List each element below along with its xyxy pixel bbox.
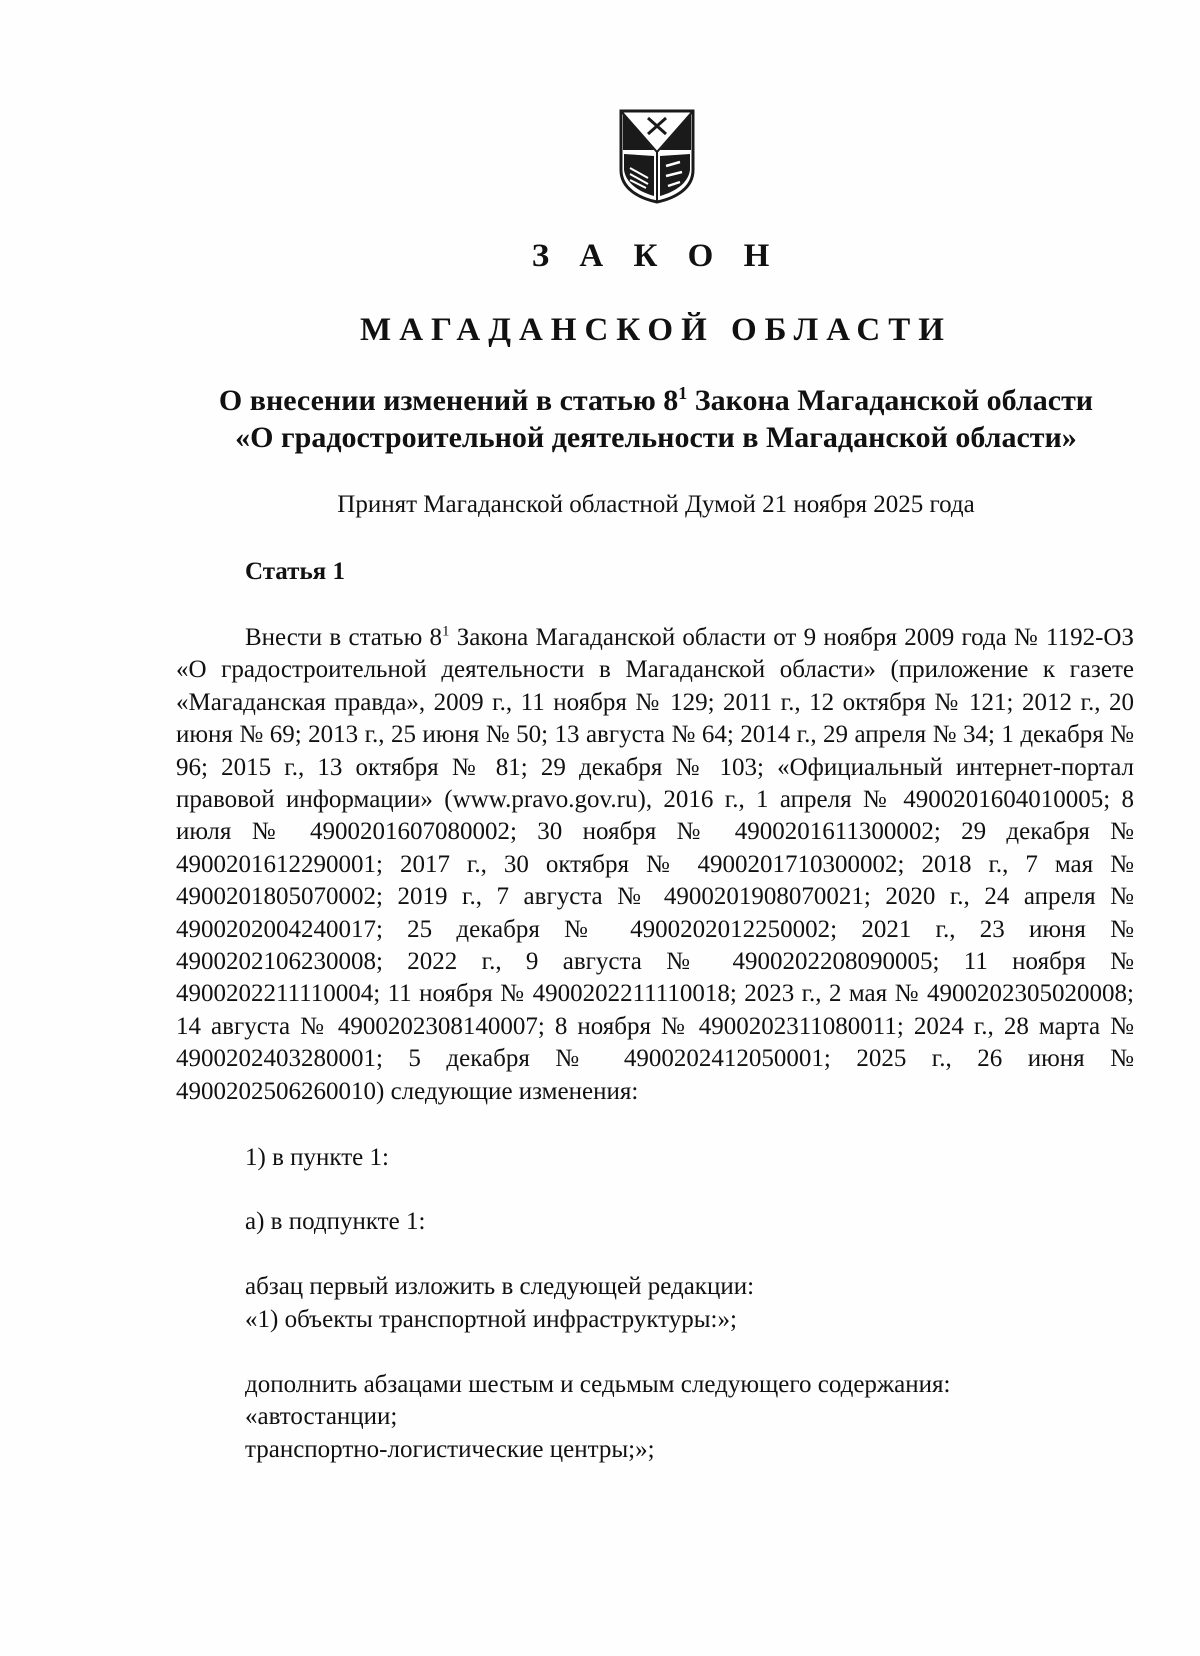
law-title: З А К О Н [531, 238, 781, 274]
paragraph-first-instruction: абзац первый изложить в следующей редакции: [245, 1273, 755, 1300]
subject-line-2: «О градостроительной деятельности в Магаданской области» [235, 421, 1077, 454]
article-intro-paragraph: Внести в статью $8^1$ Закона Магаданской области от 9 ноября 2009 года № 1192-ОЗ «О градостроительной деятельности в Магаданской области» (приложение к газете «Магаданская правда», 2009 г., 11 ноября № 129; 2011 г., 12 октября № 121; 2012 г., 20 июня № 69; 2013 г., 25 июня № 50; 13 августа № 64; 2014 г., 29 апреля № 34; 1 декабря № 96; 2015 г., 13 октября № 81; 29 декабря № 103; «Официальный интернет-портал правовой информации» (www.pravo.gov.ru), 2016 г., 1 апреля № 4900201604010005; 8 июля № 4900201607080002; 30 ноября № 4900201611300002; 29 декабря № 4900201612290001; 2017 г., 30 октября № 4900201710300002; 2018 г., 7 мая № 4900201805070002; 2019 г., 7 августа № 4900201908070021; 2020 г., 24 апреля № 4900202004240017; 25 декабря № 4900202012250002; 2021 г., 23 июня № 4900202106230008; 2022 г., 9 августа № 4900202208090005; 11 ноября № 4900202211110004; 11 ноября № 4900202211110018; 2023 г., 2 мая № 4900202305020008; 14 августа № 4900202308140007; 8 ноября № 4900202311080011; 2024 г., 28 марта № 4900202403280001; 5 декабря № 4900202412050001; 2025 г., 26 июня № 4900202506260010) следующие изменения: [176, 623, 1134, 1105]
item-1: 1) в пункте 1: [245, 1144, 389, 1171]
paragraph-add-quote-1: «автостанции; [245, 1403, 398, 1430]
paragraph-add-quote-2: транспортно-логистические центры;»; [245, 1436, 655, 1463]
adoption-note: Принят Магаданской областной Думой 21 ноября 2025 года [337, 491, 975, 518]
paragraph-first-quote: «1) объекты транспортной инфраструктуры:»; [245, 1306, 737, 1333]
law-subject [160, 382, 1152, 456]
subject-line-1: О внесении изменений в статью $8^1$ Закона Магаданской области [218, 383, 1094, 417]
article-heading: Статья 1 [245, 558, 345, 585]
subitem-a: а) в подпункте 1: [245, 1208, 426, 1235]
law-region: МАГАДАНСКОЙ ОБЛАСТИ [360, 312, 952, 348]
paragraph-add-instruction: дополнить абзацами шестым и седьмым следующего содержания: [245, 1371, 951, 1398]
coat-of-arms-icon [618, 108, 696, 204]
